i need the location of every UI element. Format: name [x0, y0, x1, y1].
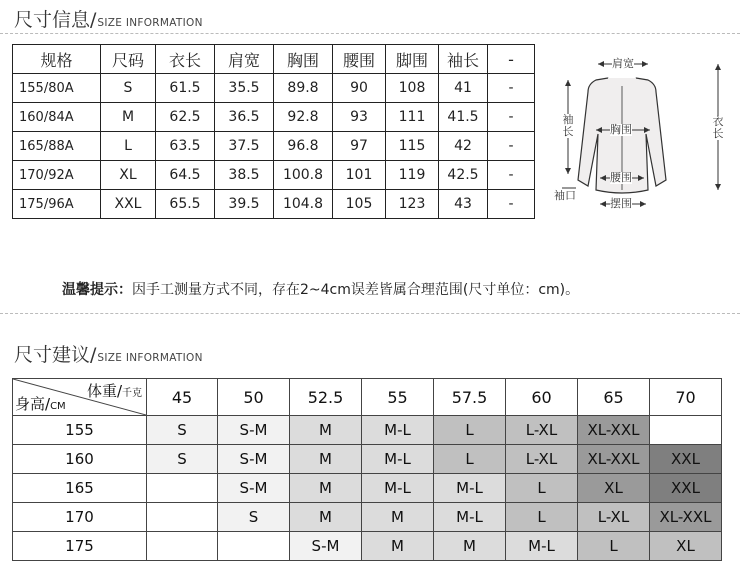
size-suggestion-cell: XXL	[650, 474, 722, 503]
size-cell: 90	[333, 74, 386, 103]
size-cell: 104.8	[274, 190, 333, 219]
divider	[0, 33, 740, 34]
length-label: 衣长	[712, 115, 724, 140]
size-suggestion-cell: M-L	[434, 503, 506, 532]
weight-header-cell: 52.5	[290, 379, 362, 416]
size-suggestion-cell: XL-XXL	[578, 445, 650, 474]
rec-row	[13, 503, 722, 532]
size-suggestion-cell: XL-XXL	[650, 503, 722, 532]
size-suggestion-cell: S	[147, 416, 218, 445]
size-row	[13, 74, 535, 103]
size-row	[13, 132, 535, 161]
size-cell: 63.5	[156, 132, 215, 161]
hem-label: 摆围	[610, 197, 632, 210]
weight-header-cell: 45	[147, 379, 218, 416]
size-suggestion-cell: L-XL	[506, 416, 578, 445]
size-header-cell: -	[488, 45, 535, 74]
size-cell: -	[488, 190, 535, 219]
size-header-cell: 腰围	[333, 45, 386, 74]
size-info-title-en: SIZE INFORMATION	[97, 17, 203, 29]
size-suggestion-cell: L	[434, 416, 506, 445]
size-suggestion-cell: M	[290, 503, 362, 532]
divider	[0, 313, 740, 314]
size-cell: 36.5	[215, 103, 274, 132]
size-suggestion-cell	[147, 532, 218, 561]
size-suggestion-cell: L	[578, 532, 650, 561]
size-suggestion-cell: S	[147, 445, 218, 474]
size-cell: 108	[386, 74, 439, 103]
height-cell: 165	[13, 474, 147, 503]
size-suggestion-cell	[650, 416, 722, 445]
size-cell: S	[101, 74, 156, 103]
garment-diagram	[548, 50, 734, 222]
size-cell: 38.5	[215, 161, 274, 190]
size-cell: 61.5	[156, 74, 215, 103]
size-cell: L	[101, 132, 156, 161]
size-advice-title-cn: 尺寸建议/	[14, 344, 97, 366]
size-suggestion-cell: L-XL	[578, 503, 650, 532]
size-suggestion-cell: M-L	[434, 474, 506, 503]
size-header-cell: 肩宽	[215, 45, 274, 74]
height-axis-label: 身高/CM	[15, 395, 66, 413]
size-cell: 37.5	[215, 132, 274, 161]
size-suggestion-cell: L-XL	[506, 445, 578, 474]
size-info-title-cn: 尺寸信息/	[14, 9, 97, 31]
rec-row	[13, 416, 722, 445]
size-suggestion-cell: S-M	[218, 416, 290, 445]
cuff-label: 袖口	[554, 189, 576, 202]
size-suggestion-cell: S	[218, 503, 290, 532]
size-table	[12, 44, 535, 219]
size-suggestion-cell: M	[290, 474, 362, 503]
size-header-cell: 尺码	[101, 45, 156, 74]
size-cell: 101	[333, 161, 386, 190]
weight-axis-label: 体重/千克	[86, 382, 142, 400]
size-suggestion-cell: S-M	[218, 474, 290, 503]
weight-header-cell: 70	[650, 379, 722, 416]
tip-text: 因手工测量方式不同，存在2~4cm误差皆属合理范围(尺寸单位：cm)。	[132, 282, 580, 298]
size-suggestion-cell: M-L	[506, 532, 578, 561]
size-cell: 42	[439, 132, 488, 161]
height-cell: 175	[13, 532, 147, 561]
size-header-cell: 胸围	[274, 45, 333, 74]
size-row	[13, 103, 535, 132]
size-suggestion-cell	[147, 503, 218, 532]
size-suggestion-cell: M	[362, 503, 434, 532]
sleeve-label: 袖长	[562, 113, 574, 138]
size-cell: 41.5	[439, 103, 488, 132]
measurement-tip	[62, 279, 579, 299]
size-recommendation-table	[12, 378, 722, 561]
size-suggestion-cell: M	[290, 445, 362, 474]
size-cell: -	[488, 161, 535, 190]
rec-row	[13, 532, 722, 561]
rec-corner-cell	[13, 379, 147, 416]
size-cell: 115	[386, 132, 439, 161]
size-cell: XL	[101, 161, 156, 190]
size-suggestion-cell: M-L	[362, 416, 434, 445]
weight-header-cell: 65	[578, 379, 650, 416]
size-header-cell: 规格	[13, 45, 101, 74]
size-suggestion-cell: M-L	[362, 445, 434, 474]
size-cell: 96.8	[274, 132, 333, 161]
size-suggestion-cell: M	[362, 532, 434, 561]
size-cell: 93	[333, 103, 386, 132]
weight-header-cell: 55	[362, 379, 434, 416]
size-suggestion-cell	[218, 532, 290, 561]
size-cell: XXL	[101, 190, 156, 219]
size-suggestion-cell: XL	[578, 474, 650, 503]
size-suggestion-cell: S-M	[290, 532, 362, 561]
size-suggestion-cell: S-M	[218, 445, 290, 474]
waist-label: 腰围	[610, 171, 632, 184]
tip-label: 温馨提示：	[62, 282, 132, 298]
size-header-cell: 衣长	[156, 45, 215, 74]
size-suggestion-cell: XL	[650, 532, 722, 561]
size-cell: 123	[386, 190, 439, 219]
size-suggestion-cell: XXL	[650, 445, 722, 474]
weight-header-cell: 50	[218, 379, 290, 416]
size-cell: 155/80A	[13, 74, 101, 103]
size-cell: M	[101, 103, 156, 132]
weight-header-cell: 57.5	[434, 379, 506, 416]
size-suggestion-cell: L	[434, 445, 506, 474]
rec-row	[13, 474, 722, 503]
size-header-cell: 袖长	[439, 45, 488, 74]
size-cell: 111	[386, 103, 439, 132]
size-cell: 160/84A	[13, 103, 101, 132]
size-cell: 119	[386, 161, 439, 190]
size-header-row	[13, 45, 535, 74]
size-suggestion-cell: M	[290, 416, 362, 445]
size-suggestion-cell: M-L	[362, 474, 434, 503]
size-info-title	[14, 5, 203, 32]
height-cell: 155	[13, 416, 147, 445]
size-suggestion-cell: L	[506, 503, 578, 532]
size-cell: 97	[333, 132, 386, 161]
size-suggestion-cell: L	[506, 474, 578, 503]
size-advice-title	[14, 340, 203, 367]
chest-label: 胸围	[610, 123, 632, 136]
size-cell: 62.5	[156, 103, 215, 132]
size-cell: -	[488, 74, 535, 103]
size-cell: 41	[439, 74, 488, 103]
rec-row	[13, 445, 722, 474]
size-cell: 39.5	[215, 190, 274, 219]
size-cell: 170/92A	[13, 161, 101, 190]
size-cell: 165/88A	[13, 132, 101, 161]
size-cell: -	[488, 132, 535, 161]
size-cell: 89.8	[274, 74, 333, 103]
size-cell: 92.8	[274, 103, 333, 132]
size-cell: 65.5	[156, 190, 215, 219]
size-suggestion-cell: M	[434, 532, 506, 561]
size-cell: 175/96A	[13, 190, 101, 219]
height-cell: 160	[13, 445, 147, 474]
height-cell: 170	[13, 503, 147, 532]
size-cell: 42.5	[439, 161, 488, 190]
size-suggestion-cell: XL-XXL	[578, 416, 650, 445]
size-cell: 105	[333, 190, 386, 219]
size-cell: 43	[439, 190, 488, 219]
rec-header-row	[13, 379, 722, 416]
size-suggestion-cell	[147, 474, 218, 503]
size-cell: 64.5	[156, 161, 215, 190]
weight-header-cell: 60	[506, 379, 578, 416]
size-cell: 100.8	[274, 161, 333, 190]
size-cell: 35.5	[215, 74, 274, 103]
size-header-cell: 脚围	[386, 45, 439, 74]
size-cell: -	[488, 103, 535, 132]
shoulder-label: 肩宽	[612, 57, 634, 70]
size-row	[13, 190, 535, 219]
size-advice-title-en: SIZE INFORMATION	[97, 352, 203, 364]
size-row	[13, 161, 535, 190]
